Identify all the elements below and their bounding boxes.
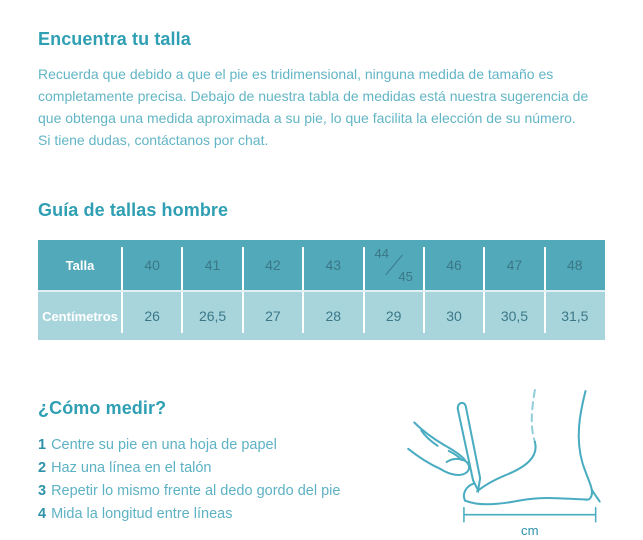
intro-line: Si tiene dudas, contáctanos por chat.	[38, 132, 269, 148]
cm-cell: 31,5	[545, 292, 605, 340]
step-text: Repetir lo mismo frente al dedo gordo del pie	[51, 483, 341, 499]
cm-cell: 26,5	[182, 292, 242, 340]
size-table-cm-row	[38, 290, 605, 340]
intro-line: completamente precisa. Debajo de nuestra tabla de medidas está nuestra sugerencia de	[38, 88, 589, 104]
step-number: 2	[38, 460, 47, 476]
foot-outline-icon	[464, 390, 600, 504]
step-text: Haz una línea en el talón	[51, 460, 212, 476]
cm-cell: 29	[364, 292, 424, 340]
how-to-measure-section	[38, 398, 605, 538]
step-item	[38, 480, 340, 503]
step-item	[38, 457, 340, 480]
size-cell: 46	[424, 240, 484, 290]
step-number: 4	[38, 506, 47, 522]
hand-pencil-icon	[408, 403, 480, 491]
step-item	[38, 503, 340, 526]
cm-cell: 30,5	[484, 292, 544, 340]
size-cell: 47	[484, 240, 544, 290]
size-cell: 40	[122, 240, 182, 290]
split-size-top: 44	[374, 246, 389, 261]
step-text: Mida la longitud entre líneas	[51, 506, 233, 522]
cm-row-label: Centímetros	[42, 308, 118, 324]
size-table	[38, 240, 605, 340]
size-guide-heading: Guía de tallas hombre	[38, 200, 229, 220]
cm-cell: 27	[243, 292, 303, 340]
measurement-line	[464, 508, 596, 522]
steps-list	[38, 434, 340, 526]
size-cell: 43	[303, 240, 363, 290]
foot-measure-illustration	[405, 386, 610, 538]
size-cell-split-44-45	[364, 240, 424, 290]
how-to-measure-heading: ¿Cómo medir?	[38, 398, 167, 418]
size-cell: 42	[243, 240, 303, 290]
cm-cell: 26	[122, 292, 182, 340]
size-cell: 41	[182, 240, 242, 290]
step-text: Centre su pie en una hoja de papel	[51, 437, 277, 453]
intro-paragraph	[38, 63, 605, 151]
cm-cell: 28	[303, 292, 363, 340]
step-number: 3	[38, 483, 47, 499]
intro-line: Recuerda que debido a que el pie es tridimensional, ninguna medida de tamaño es	[38, 66, 554, 82]
split-size-bottom: 45	[398, 269, 413, 284]
size-table-header-row	[38, 240, 605, 290]
cm-unit-label: cm	[521, 522, 539, 538]
intro-line: que obtenga una medida aproximada a su pie, lo que facilita la elección de su número.	[38, 110, 576, 126]
step-item	[38, 434, 340, 457]
size-row-label: Talla	[65, 257, 95, 273]
size-cell: 48	[545, 240, 605, 290]
page-title: Encuentra tu talla	[38, 29, 191, 49]
step-number: 1	[38, 437, 47, 453]
cm-cell: 30	[424, 292, 484, 340]
